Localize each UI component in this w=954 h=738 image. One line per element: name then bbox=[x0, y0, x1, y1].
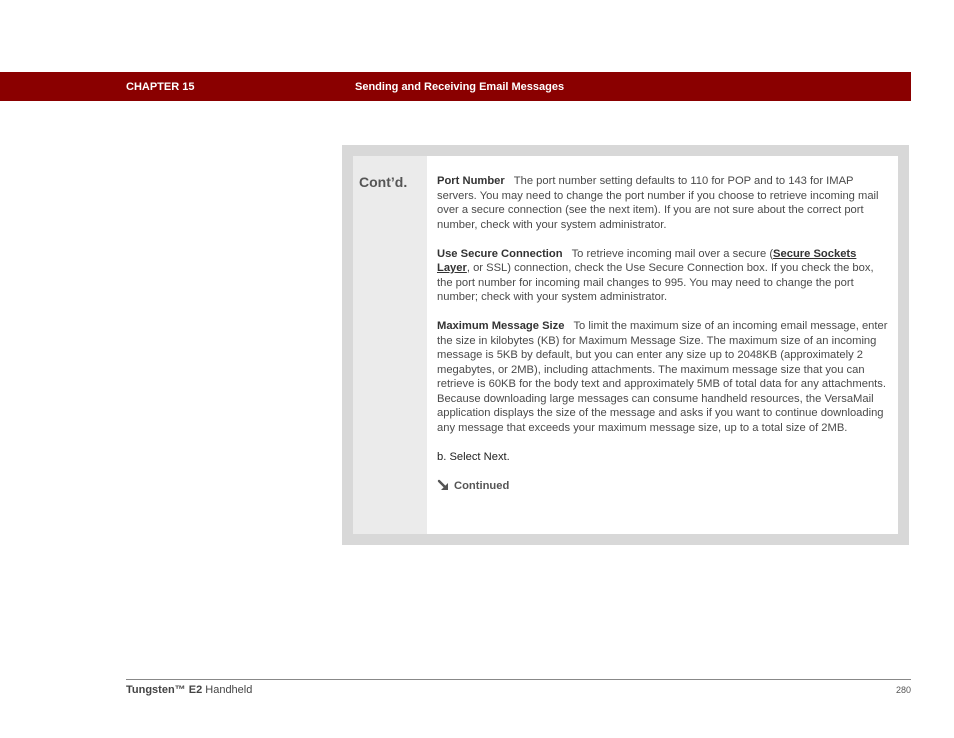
page-number: 280 bbox=[895, 685, 911, 695]
secure-connection-term: Use Secure Connection bbox=[437, 247, 563, 260]
panel-sidebar bbox=[353, 156, 427, 534]
port-number-term: Port Number bbox=[437, 175, 505, 187]
continued-link[interactable] bbox=[437, 479, 889, 494]
max-message-size-paragraph bbox=[437, 319, 889, 435]
secure-connection-text-after: , or SSL) connection, check the Use Secure Connection box. If you check the box, the port number for incoming mail changes to 995. You may need to change the port number; check with your system administrator. bbox=[437, 262, 874, 303]
port-number-text: The port number setting defaults to 110 for POP and to 143 for IMAP servers. You may need to change the port number if you choose to retrieve incoming mail over a secure connection (see the next item). If you are not sure about the correct port number, check with your system administrator. bbox=[437, 175, 879, 231]
continued-heading: Cont’d. bbox=[359, 174, 408, 190]
footer-brand: Tungsten™ E2 bbox=[126, 684, 203, 696]
content-panel bbox=[342, 145, 909, 545]
chapter-title: Sending and Receiving Email Messages bbox=[355, 81, 565, 93]
step-b: b. Select Next. bbox=[437, 450, 510, 463]
max-message-size-text: To limit the maximum size of an incoming email message, enter the size in kilobytes (KB) for Maximum Message Size. The maximum size of an incoming message is 5KB by default, but you can enter any size up to 2048KB (approximately 2 megabytes, or 2MB), including attachments. The maximum message size that you can retrieve is 60KB for the body text and approximately 5MB of total data for any attachments. Because downloading large messages can consume handheld resources, the VersaMail application displays the size of the message and asks if you want to continue downloading any message that exceeds your maximum message size, up to a total size of 2MB. bbox=[437, 320, 888, 434]
continued-label: Continued bbox=[454, 479, 510, 492]
footer-product-name: Handheld bbox=[202, 684, 253, 696]
port-number-paragraph bbox=[437, 174, 889, 232]
footer-divider bbox=[126, 679, 911, 680]
chapter-number: CHAPTER 15 bbox=[126, 81, 195, 93]
arrow-down-right-icon bbox=[437, 479, 450, 492]
secure-sockets-layer-link[interactable]: Secure Sockets Layer bbox=[437, 247, 857, 274]
secure-connection-paragraph bbox=[437, 247, 889, 305]
secure-connection-text-before: To retrieve incoming mail over a secure ( bbox=[571, 247, 774, 260]
body-text bbox=[437, 174, 889, 493]
max-message-size-term: Maximum Message Size bbox=[437, 320, 565, 332]
footer-product bbox=[126, 684, 252, 696]
panel-body bbox=[427, 156, 898, 534]
chapter-header-bar bbox=[0, 72, 911, 101]
